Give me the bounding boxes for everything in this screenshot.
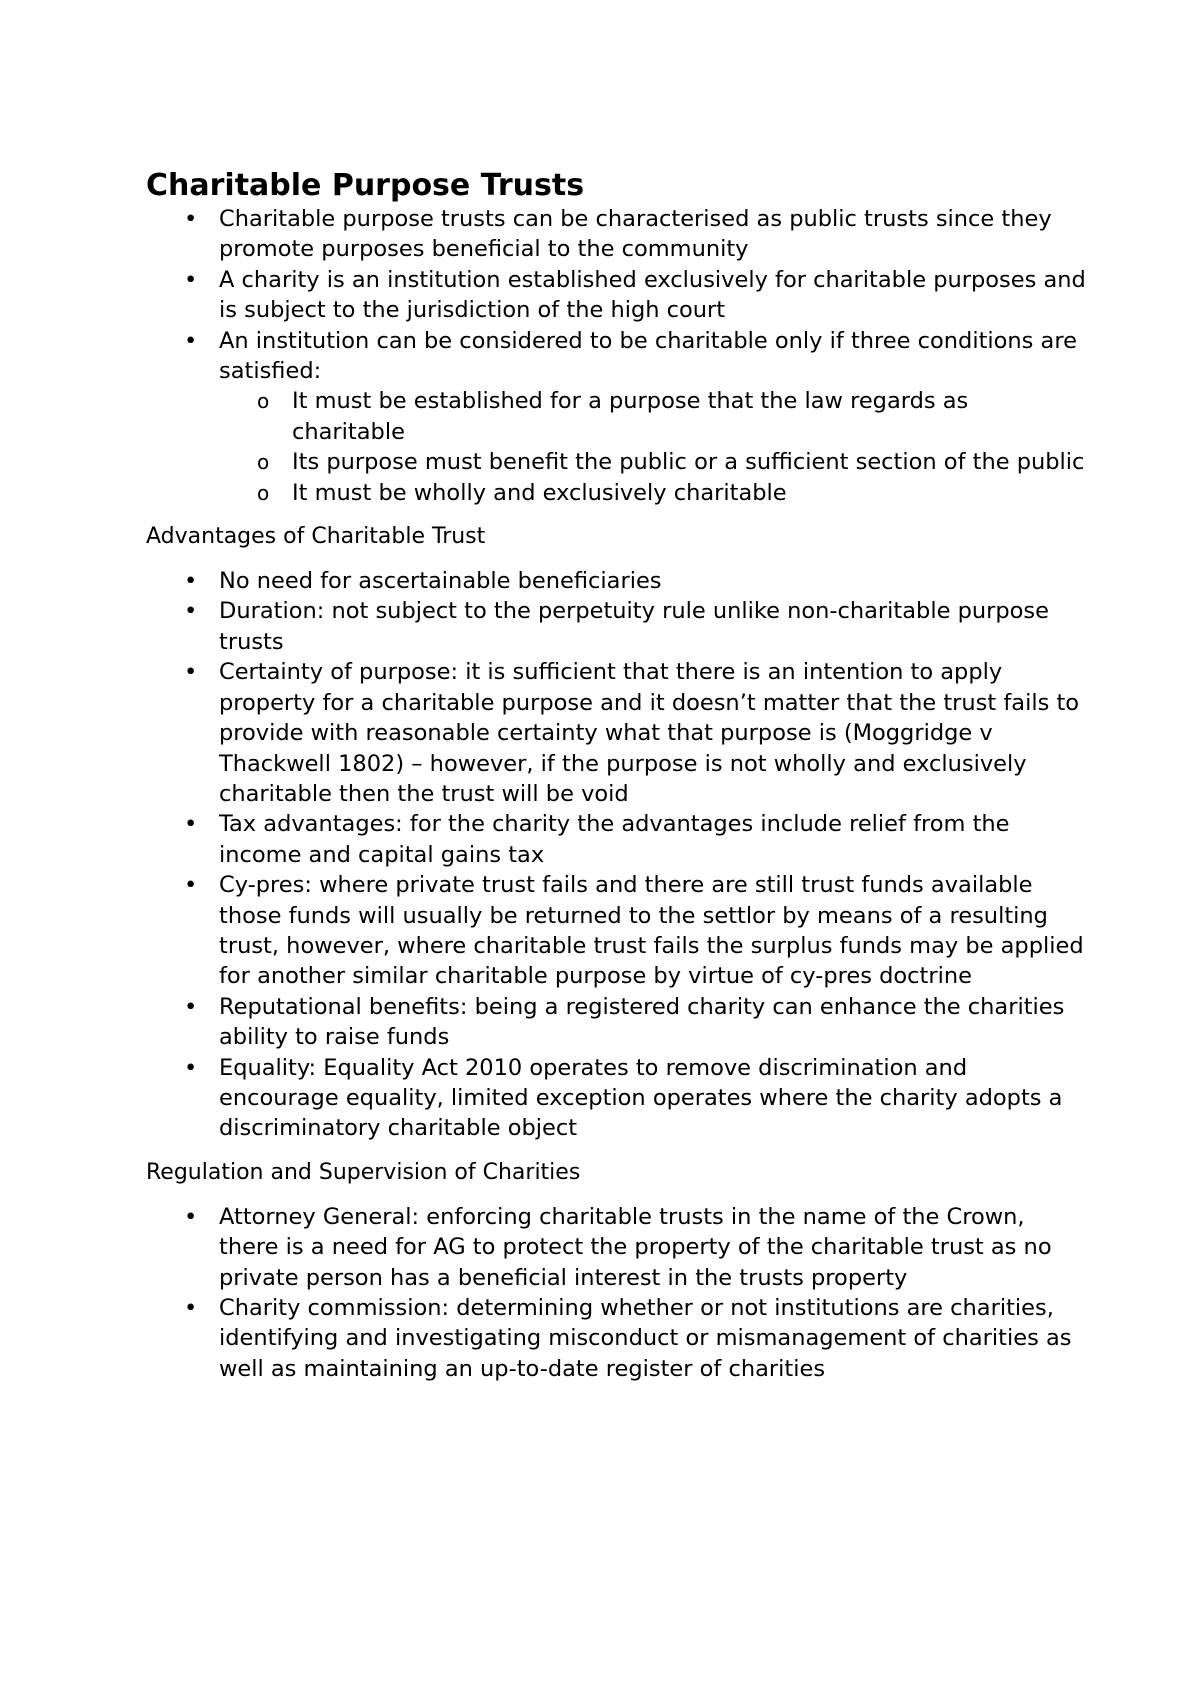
list-item	[146, 1053, 1086, 1144]
list-item	[146, 992, 1086, 1053]
bullet-icon: •	[184, 1203, 198, 1230]
bullet-icon: •	[184, 659, 198, 686]
list-item	[146, 1293, 1086, 1384]
list-item-text: No need for ascertainable beneficiaries	[219, 568, 662, 595]
list-item-text: Reputational benefits: being a registered charity can enhance the charities ability to raise funds	[219, 993, 1065, 1051]
list-item-text: Equality: Equality Act 2010 operates to remove discrimination and encourage equality, limited exception operates where the charity adopts a discriminatory charitable object	[219, 1054, 1063, 1142]
bullet-icon: •	[184, 568, 198, 595]
bullet-icon: •	[184, 598, 198, 625]
list-item-text: Charity commission: determining whether or not institutions are charities, identifying and investigating misconduct or mismanagement of charities as well as maintaining an up-to-date register of charities	[219, 1295, 1072, 1382]
list-item-text: Duration: not subject to the perpetuity rule unlike non-charitable purpose trusts	[219, 598, 1049, 655]
list-item-text: Attorney General: enforcing charitable trusts in the name of the Crown, there is a need for AG to protect the property of the charitable trust as no private person has a beneficial interest in the trusts property	[219, 1203, 1052, 1291]
list-item-text: Certainty of purpose: it is sufficient that there is an intention to apply property for a charitable purpose and it doesn’t matter that the trust fails to provide with reasonable certainty what that purpose is (Moggridge v Thackwell 1802) – however, if the purpose is not wholly and exclusively charitable then the trust will be void	[219, 659, 1080, 807]
sub-list-item	[219, 478, 1086, 508]
bullet-icon: •	[184, 872, 198, 899]
page-title: Charitable Purpose Trusts	[146, 168, 585, 203]
sub-list-item	[219, 447, 1086, 477]
advantages-list	[146, 566, 1086, 1144]
list-item	[146, 566, 1086, 596]
list-item-text: Tax advantages: for the charity the advantages include relief from the income and capital gains tax	[219, 811, 1010, 868]
bullet-icon: •	[184, 327, 198, 354]
list-item-text: Charitable purpose trusts can be characterised as public trusts since they promote purposes beneficial to the community	[219, 206, 1052, 263]
list-item	[146, 1202, 1086, 1293]
list-item	[146, 596, 1086, 657]
regulation-list	[146, 1202, 1086, 1384]
bullet-icon: •	[184, 993, 198, 1020]
sub-list-item-text: It must be established for a purpose that the law regards as charitable	[292, 388, 969, 445]
list-item	[146, 870, 1086, 992]
advantages-heading: Advantages of Charitable Trust	[146, 524, 486, 550]
list-item	[146, 326, 1086, 508]
bullet-icon: •	[184, 1295, 198, 1321]
conditions-list	[219, 386, 1086, 508]
sub-list-item	[219, 386, 1086, 447]
bullet-icon: •	[184, 811, 198, 838]
list-item-text: Cy-pres: where private trust fails and there are still trust funds available those funds will usually be returned to the settlor by means of a resulting trust, however, where charitable trust fails the surplus funds may be applied for another similar charitable purpose by virtue of cy-pres doctrine	[219, 872, 1084, 990]
list-item-text: A charity is an institution established exclusively for charitable purposes and is subject to the jurisdiction of the high court	[219, 266, 1086, 324]
sub-list-item-text: Its purpose must benefit the public or a sufficient section of the public	[292, 449, 1085, 476]
sub-bullet-icon: o	[257, 480, 270, 505]
list-item-text: An institution can be considered to be charitable only if three conditions are satisfied:	[219, 327, 1077, 385]
list-item	[146, 809, 1086, 870]
intro-list	[146, 204, 1086, 508]
list-item	[146, 265, 1086, 326]
document-page	[146, 168, 1086, 1384]
list-item	[146, 204, 1086, 265]
sub-bullet-icon: o	[257, 389, 270, 414]
sub-list-item-text: It must be wholly and exclusively charitable	[292, 479, 787, 506]
bullet-icon: •	[184, 1054, 198, 1081]
regulation-heading: Regulation and Supervision of Charities	[146, 1159, 581, 1185]
list-item	[146, 657, 1086, 809]
bullet-icon: •	[184, 206, 198, 232]
bullet-icon: •	[184, 266, 198, 293]
sub-bullet-icon: o	[257, 450, 270, 475]
